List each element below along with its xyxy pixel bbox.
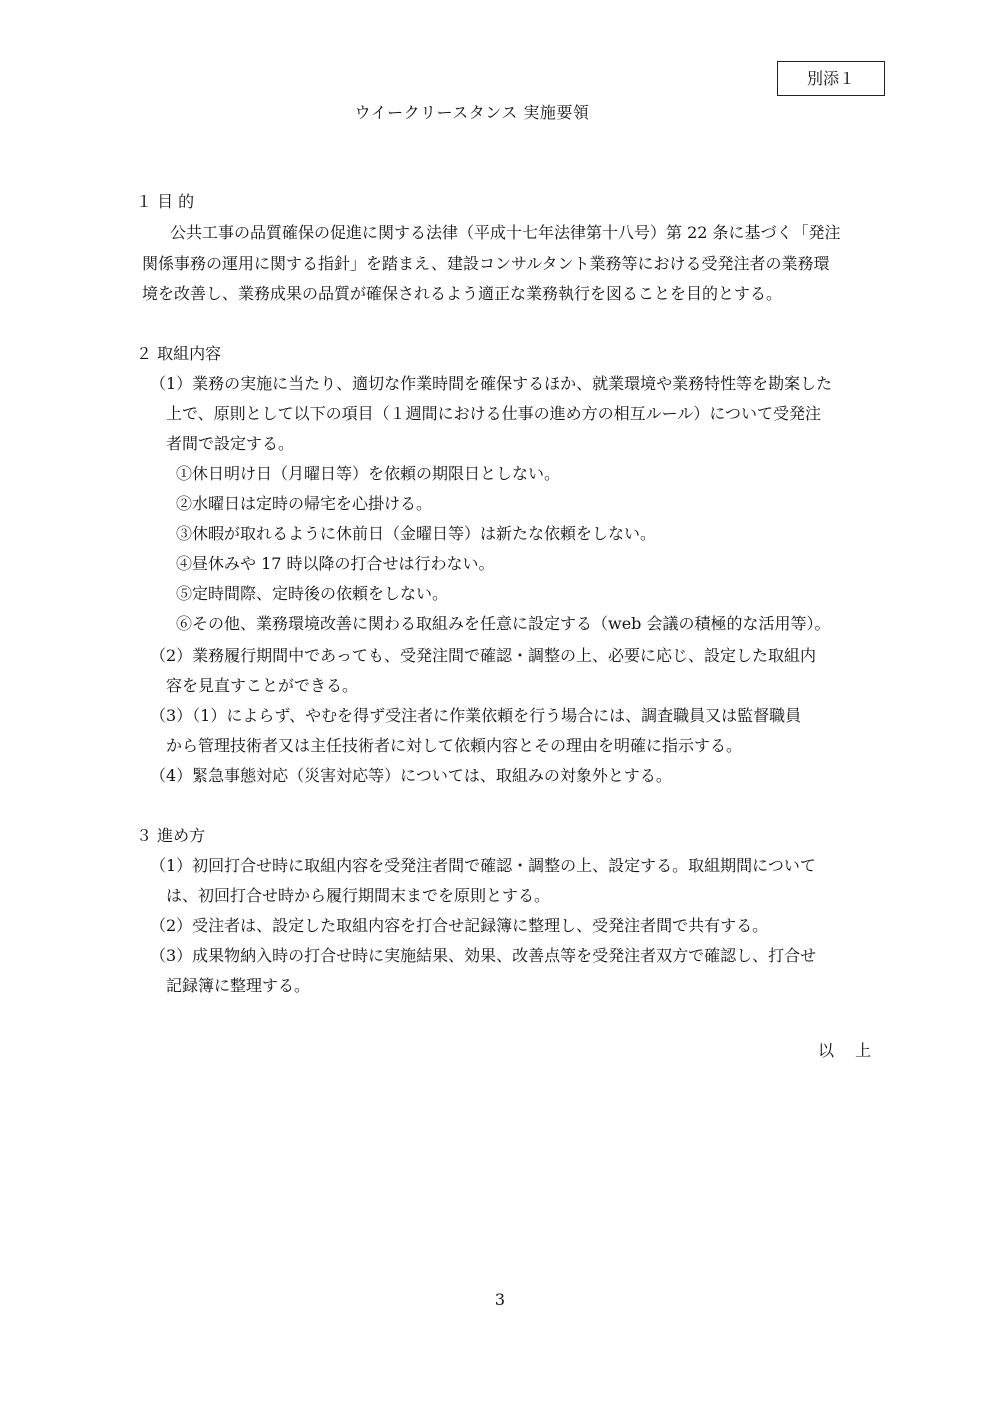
content-item-3-cont: から管理技術者又は主任技術者に対して依頼内容とその理由を明確に指示する。 xyxy=(166,736,743,755)
procedure-item-1: （1）初回打合せ時に取組内容を受発注者間で確認・調整の上、設定する。取組期間について xyxy=(150,856,816,875)
content-item-1-cont: 者間で設定する。 xyxy=(166,434,295,453)
purpose-line: 関係事務の運用に関する指針」を踏まえ、建設コンサルタント業務等における受発注者の業務環 xyxy=(142,254,830,273)
closing-mark: 以 上 xyxy=(818,1041,872,1060)
content-item-2: （2）業務履行期間中であっても、受発注間で確認・調整の上、必要に応じ、設定した取組内 xyxy=(150,646,817,665)
procedure-item-3: （3）成果物納入時の打合せ時に実施結果、効果、改善点等を受発注者双方で確認し、打合せ xyxy=(150,946,817,965)
page-number: 3 xyxy=(494,1290,506,1309)
purpose-line: 境を改善し、業務成果の品質が確保されるよう適正な業務執行を図ることを目的とする。 xyxy=(142,284,783,303)
section-content-heading: ２ 取組内容 xyxy=(136,344,222,363)
content-item-1: （1）業務の実施に当たり、適切な作業時間を確保するほか、就業環境や業務特性等を勘案した xyxy=(150,374,833,393)
rule-item-1: ①休日明け日（月曜日等）を依頼の期限日としない。 xyxy=(176,464,561,483)
section-procedure-heading: ３ 進め方 xyxy=(136,826,206,845)
content-item-3: （3）（1）によらず、やむを得ず受注者に作業依頼を行う場合には、調査職員又は監督職員 xyxy=(150,706,802,725)
content-item-4: （4）緊急事態対応（災害対応等）については、取組みの対象外とする。 xyxy=(150,766,672,785)
rule-item-2: ②水曜日は定時の帰宅を心掛ける。 xyxy=(176,494,433,513)
procedure-item-3-cont: 記録簿に整理する。 xyxy=(166,976,311,995)
rule-item-5: ⑤定時間際、定時後の依頼をしない。 xyxy=(176,584,449,603)
purpose-line: 公共工事の品質確保の促進に関する法律（平成十七年法律第十八号）第 22 条に基づく「発注 xyxy=(170,223,841,242)
content-item-1-cont: 上で、原則として以下の項目（１週間における仕事の進め方の相互ルール）について受発注 xyxy=(166,404,822,423)
rule-item-4: ④昼休みや 17 時以降の打合せは行わない。 xyxy=(176,554,495,573)
section-purpose-heading: １ 目 的 xyxy=(136,192,195,211)
rule-item-3: ③休暇が取れるように休前日（金曜日等）は新たな依頼をしない。 xyxy=(176,524,657,543)
procedure-item-1-cont: は、初回打合せ時から履行期間末までを原則とする。 xyxy=(166,886,551,905)
annex-label: 別添１ xyxy=(777,61,885,96)
content-item-2-cont: 容を見直すことができる。 xyxy=(166,676,359,695)
document-title: ウイークリースタンス 実施要領 xyxy=(354,103,590,122)
rule-item-6: ⑥その他、業務環境改善に関わる取組みを任意に設定する（web 会議の積極的な活用等）。 xyxy=(176,614,831,633)
procedure-item-2: （2）受注者は、設定した取組内容を打合せ記録簿に整理し、受発注者間で共有する。 xyxy=(150,916,769,935)
